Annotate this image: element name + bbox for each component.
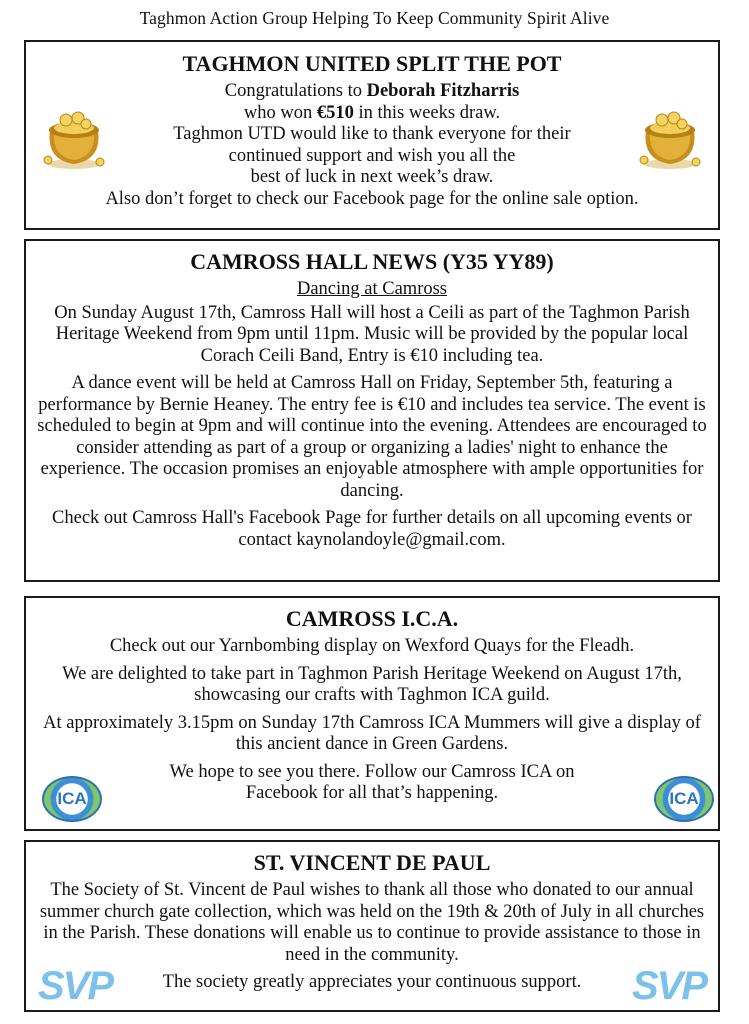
hall-section — [24, 239, 720, 582]
svp-logo-icon: SVP — [632, 964, 707, 1008]
hall-paragraph-contact: Check out Camross Hall's Facebook Page for further details on all upcoming events or contact kaynolandoyle@gmail.com. — [52, 508, 692, 550]
pot-section-title: TAGHMON UNITED SPLIT THE POT — [182, 51, 562, 76]
ica-follow-line1: We hope to see you there. Follow our Camross ICA on — [169, 761, 575, 782]
ica-section — [24, 596, 720, 831]
ica-paragraph-heritage: We are delighted to take part in Taghmon Parish Heritage Weekend on August 17th, showcasing our crafts with Taghmon ICA guild. — [62, 663, 682, 705]
ica-section-body — [26, 632, 718, 805]
svp-section — [24, 840, 720, 1012]
svp-paragraph-appreciation: The society greatly appreciates your continuous support. — [162, 972, 582, 992]
facebook-line: Also don’t forget to check our Facebook page for the online sale option. — [105, 188, 639, 209]
ica-follow-line2: Facebook for all that’s happening. — [245, 783, 499, 803]
ica-logo-icon: ICA — [654, 776, 714, 822]
support-line: continued support and wish you all the — [228, 145, 516, 166]
ica-logo-icon: ICA — [42, 776, 102, 822]
prize-amount: €510 — [316, 102, 354, 123]
svp-logo-icon: SVP — [38, 964, 113, 1008]
ica-paragraph-yarnbombing: Check out our Yarnbombing display on Wexford Quays for the Fleadh. — [109, 636, 635, 656]
ica-paragraph-follow — [34, 762, 710, 805]
ica-paragraph-mummers: At approximately 3.15pm on Sunday 17th Camross ICA Mummers will give a display of this ancient dance in Green Gardens. — [43, 712, 701, 754]
svp-section-title: ST. VINCENT DE PAUL — [253, 850, 491, 875]
luck-line: best of luck in next week’s draw. — [250, 167, 494, 187]
pot-section-body — [26, 77, 718, 210]
pot-section — [24, 40, 720, 230]
amount-line — [26, 103, 718, 125]
svp-paragraph-thanks: The Society of St. Vincent de Paul wishes to thank all those who donated to our annual summer church gate collection, which was held on the 19th & 20th of July in all churches in the Parish. These donations will enable us to continue to provide assistance to those in need in the community. — [39, 880, 705, 965]
hall-paragraph-dance: A dance event will be held at Camross Hall on Friday, September 5th, featuring a performance by Bernie Heaney. The entry fee is €10 and includes tea service. The event is scheduled to begin at 9pm and will continue into the evening. Attendees are encouraged to consider attending as part of a group or organizing a ladies' night to enhance the experience. The occasion promises an enjoyable atmosphere with ample opportunities for dancing. — [37, 373, 707, 501]
svp-section-body — [26, 876, 718, 994]
hall-section-body — [26, 275, 718, 551]
pot-of-gold-icon — [38, 100, 110, 172]
congrats-line — [26, 81, 718, 103]
pot-of-gold-icon — [634, 100, 706, 172]
ica-section-title: CAMROSS I.C.A. — [285, 606, 459, 631]
amount-prefix: who won — [243, 102, 317, 123]
amount-suffix: in this weeks draw. — [353, 102, 501, 123]
hall-section-title: CAMROSS HALL NEWS (Y35 YY89) — [190, 249, 554, 274]
congrats-prefix: Congratulations to — [224, 81, 367, 101]
hall-subtitle: Dancing at Camross — [296, 279, 448, 299]
hall-paragraph-ceili: On Sunday August 17th, Camross Hall will host a Ceili as part of the Taghmon Parish Heritage Weekend from 9pm until 11pm. Music will be provided by the popular local Corach Ceili Band, Entry is €10 including tea. — [54, 302, 690, 366]
winner-name: Deborah Fitzharris — [366, 81, 520, 101]
page-header-title: Taghmon Action Group Helping To Keep Community Spirit Alive — [139, 8, 610, 28]
thanks-line: Taghmon UTD would like to thank everyone for their — [173, 124, 571, 144]
